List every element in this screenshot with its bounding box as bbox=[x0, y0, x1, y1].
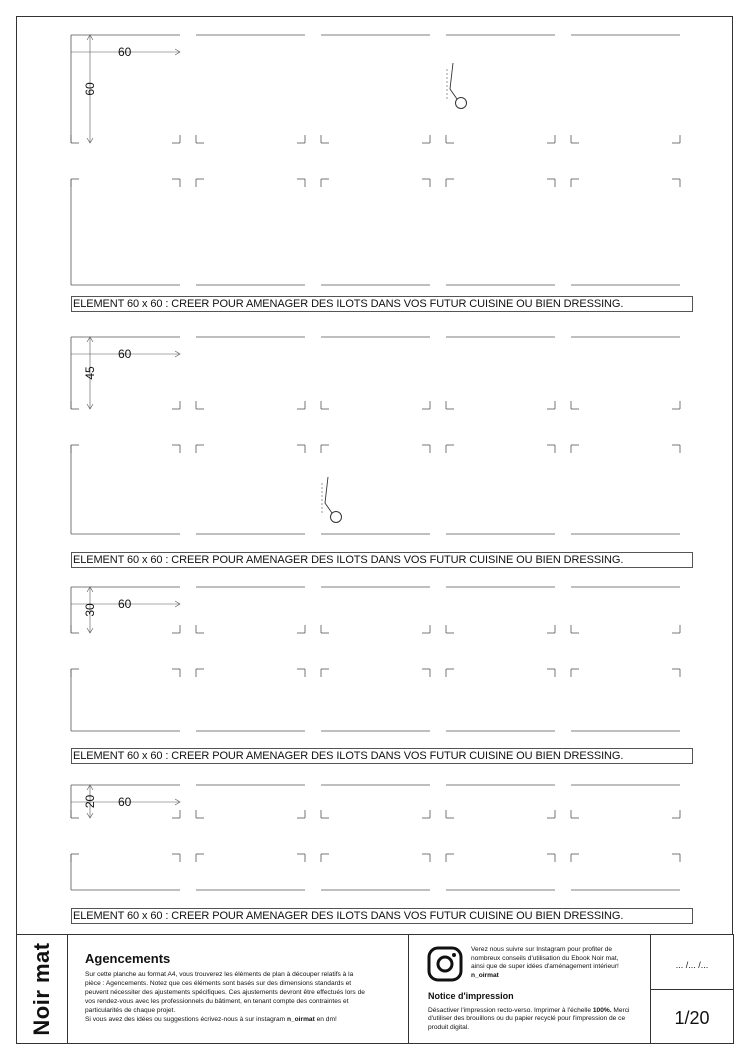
social-description: Verez nous suivre sur Instagram pour profiter de nombreux conseils d'utilisation du Ebook Noir mat, ainsi que de super idées d'aménagement intérieur! bbox=[471, 946, 619, 971]
page-border bbox=[17, 17, 733, 1043]
section-caption: ELEMENT 60 x 60 : CREER POUR AMENAGER DES ILOTS DANS VOS FUTUR CUISINE OU BIEN DRESSING. bbox=[71, 908, 693, 924]
hinge-symbol-knob bbox=[331, 512, 342, 523]
width-label: 60 bbox=[118, 347, 132, 361]
section-caption: ELEMENT 60 x 60 : CREER POUR AMENAGER DES ILOTS DANS VOS FUTUR CUISINE OU BIEN DRESSING. bbox=[71, 552, 693, 568]
meta-panel bbox=[651, 935, 733, 1043]
description-text: Sur cette planche au format A4, vous trouverez les éléments de plan à découper relatifs à la pièce : Agencements. Notez que ces éléments sont basés sur des dimensions standards et peuvent nécessiter des ajustements spécifiques. Ces ajustements devront être effectués lors de vos rendez-vous avec les professionnels du bâtiment, en tenant compte des contraintes et particularités de chaque projet. bbox=[85, 971, 365, 1014]
contact-handle: n_oirmat bbox=[286, 1015, 315, 1023]
width-label: 60 bbox=[118, 795, 132, 809]
hinge-symbol-arm bbox=[450, 63, 457, 99]
info-panel bbox=[68, 935, 409, 1043]
notice-text-1: Désactiver l'impression recto-verso. Imprimer à l'échelle bbox=[428, 1007, 593, 1014]
hinge-symbol-arm bbox=[325, 477, 332, 513]
title-block bbox=[16, 934, 734, 1044]
date-field: ... /... /... bbox=[651, 935, 733, 990]
social-panel bbox=[409, 935, 651, 1043]
contact-suffix: en dm! bbox=[314, 1015, 337, 1023]
depth-label: 45 bbox=[83, 366, 97, 380]
depth-label: 20 bbox=[83, 794, 97, 809]
sheet-description bbox=[85, 971, 370, 1024]
notice-bold: 100%. bbox=[592, 1007, 612, 1014]
section-caption: ELEMENT 60 x 60 : CREER POUR AMENAGER DES ILOTS DANS VOS FUTUR CUISINE OU BIEN DRESSING. bbox=[71, 748, 693, 764]
width-label: 60 bbox=[118, 597, 132, 611]
sheet-title: Agencements bbox=[85, 951, 171, 966]
depth-label: 30 bbox=[83, 603, 97, 617]
section-caption: ELEMENT 60 x 60 : CREER POUR AMENAGER DES ILOTS DANS VOS FUTUR CUISINE OU BIEN DRESSING. bbox=[71, 296, 693, 312]
brand-panel bbox=[17, 935, 68, 1043]
instagram-icon bbox=[427, 946, 463, 982]
width-label: 60 bbox=[118, 45, 132, 59]
notice-title: Notice d'impression bbox=[428, 991, 514, 1001]
depth-label: 60 bbox=[83, 82, 97, 96]
contact-text: Si vous avez des idées ou suggestions écrivez-nous à sur instagram bbox=[85, 1015, 287, 1023]
brand-name: Noir mat bbox=[29, 942, 54, 1036]
social-text bbox=[471, 946, 621, 980]
hinge-symbol-knob bbox=[456, 98, 467, 109]
notice-description bbox=[428, 1007, 633, 1032]
social-handle: n_oirmat bbox=[471, 971, 499, 979]
notice-text-2: Merci d'utiliser des brouillons ou du papier recyclé pour l'impression de ce produit digital. bbox=[428, 1007, 630, 1031]
page-number: 1/20 bbox=[674, 1008, 710, 1028]
